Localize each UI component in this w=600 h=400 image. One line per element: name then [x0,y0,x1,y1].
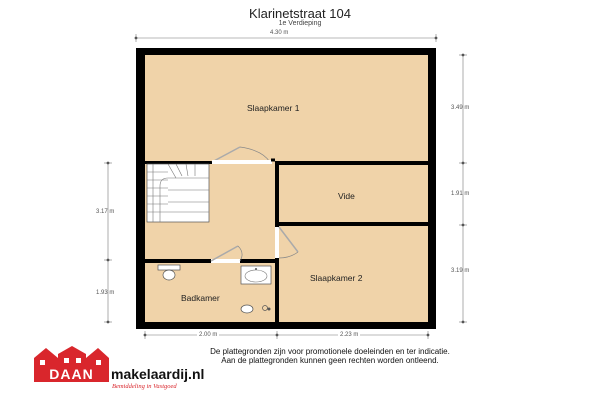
page-title: Klarinetstraat 104 [249,6,351,21]
dim-top-width: 4.30 m [270,30,289,36]
room-label-badkamer: Badkamer [181,293,220,303]
disclaimer-line-2: Aan de plattegronden kunnen geen rechten worden ontleend. [221,356,439,365]
dim-right-middle: 1.91 m [451,191,470,197]
floor-subtitle: 1e Verdieping [278,20,322,27]
logo-tagline: Bemiddeling in Vastgoed [112,383,177,390]
room-label-vide: Vide [338,191,355,201]
company-logo [34,344,314,394]
dim-bottom-left: 2.00 m [199,332,218,338]
dim-right-lower: 3.19 m [451,268,470,274]
logo-domain: makelaardij.nl [111,366,205,382]
room-label-slaapkamer-2: Slaapkamer 2 [310,273,363,283]
dim-bottom-right: 2.23 m [340,332,359,338]
staircase [147,164,209,222]
dim-left-lower: 1.93 m [96,290,115,296]
logo-brand: DAAN [34,366,109,382]
dim-right-upper: 3.49 m [451,105,470,111]
disclaimer-line-1: De plattegronden zijn voor promotionele doeleinden en ter indicatie. [210,347,450,356]
room-label-slaapkamer-1: Slaapkamer 1 [247,103,300,113]
dim-left-upper: 3.17 m [96,209,115,215]
